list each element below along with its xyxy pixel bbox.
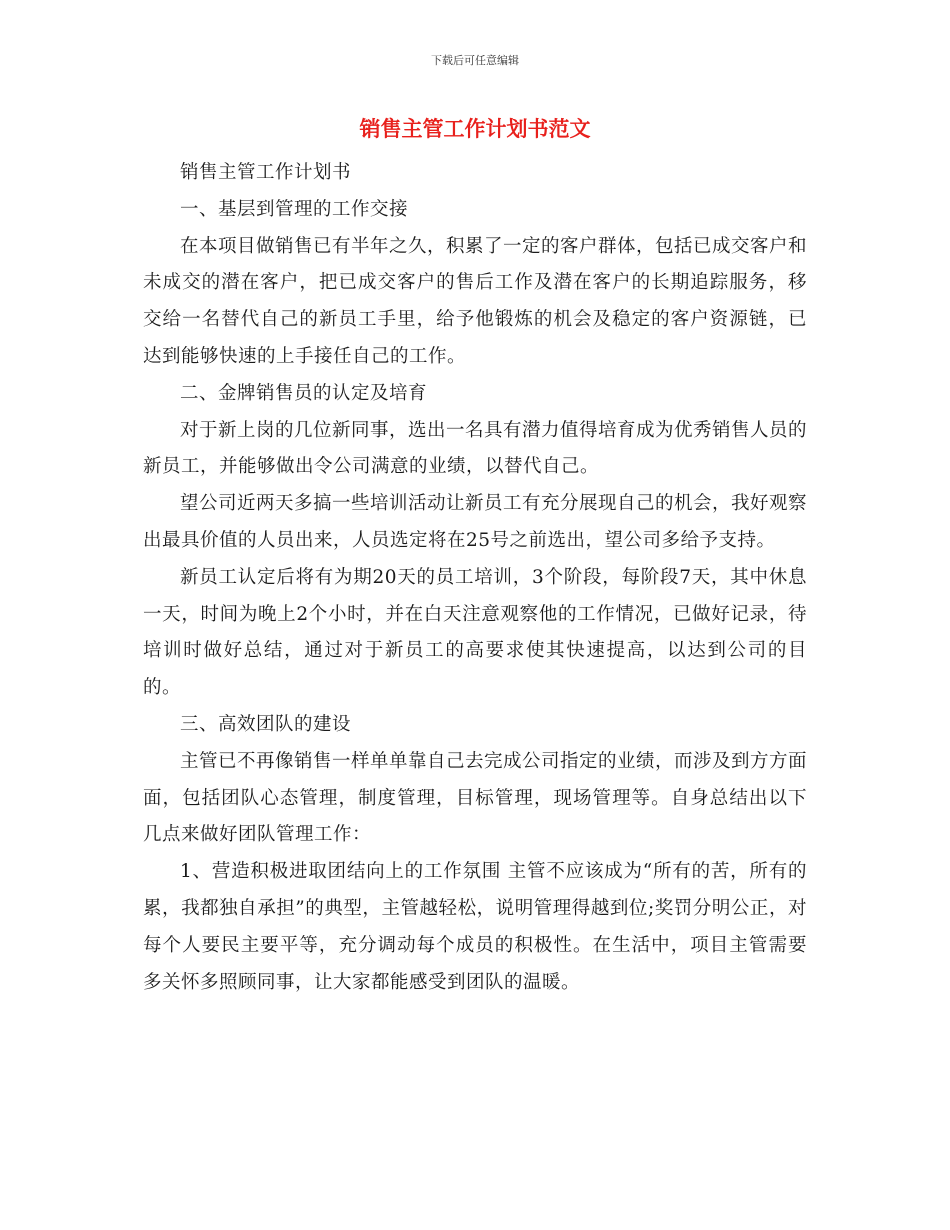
section-heading-3: 三、高效团队的建设 xyxy=(180,713,352,735)
paragraph-subtitle: 销售主管工作计划书 xyxy=(180,162,352,183)
paragraph: 望公司近两天多搞一些培训活动让新员工有充分展现自己的机会，我好观察出最具价值的人员出来，人员选定将在25号之前选出，望公司多给予支持。 xyxy=(143,493,808,551)
page-header-note: 下载后可任意编辑 xyxy=(431,54,519,67)
section-heading-1: 一、基层到管理的工作交接 xyxy=(180,198,409,220)
paragraph: 对于新上岗的几位新同事，选出一名具有潜力值得培育成为优秀销售人员的新员工，并能够做出令公司满意的业绩，以替代自己。 xyxy=(143,419,808,478)
section-heading-2: 二、金牌销售员的认定及培育 xyxy=(180,382,428,404)
paragraph: 在本项目做销售已有半年之久，积累了一定的客户群体，包括已成交客户和未成交的潜在客户，把已成交客户的售后工作及潜在客户的长期追踪服务，移交给一名替代自己的新员工手里，给予他锻炼的机会及稳定的客户资源链，已达到能够快速的上手接任自己的工作。 xyxy=(143,235,808,367)
paragraph: 新员工认定后将有为期20天的员工培训，3个阶段，每阶段7天，其中休息一天，时间为晚上2个小时，并在白天注意观察他的工作情况，已做好记录，待培训时做好总结，通过对于新员工的高要求使其快速提高，以达到公司的目的。 xyxy=(143,566,807,699)
document-title: 销售主管工作计划书范文 xyxy=(359,116,591,141)
paragraph: 主管已不再像销售一样单单靠自己去完成公司指定的业绩，而涉及到方方面面，包括团队心态管理，制度管理，目标管理，现场管理等。自身总结出以下几点来做好团队管理工作： xyxy=(143,750,808,846)
paragraph: 1、营造积极进取团结向上的工作氛围 主管不应该成为“所有的苦，所有的累，我都独自承担”的典型，主管越轻松，说明管理得越到位;奖罚分明公正，对每个人要民主要平等，充分调动每个成员的积极性。在生活中，项目主管需要多关怀多照顾同事，让大家都能感受到团队的温暖。 xyxy=(143,861,807,993)
document-body xyxy=(143,155,807,1001)
